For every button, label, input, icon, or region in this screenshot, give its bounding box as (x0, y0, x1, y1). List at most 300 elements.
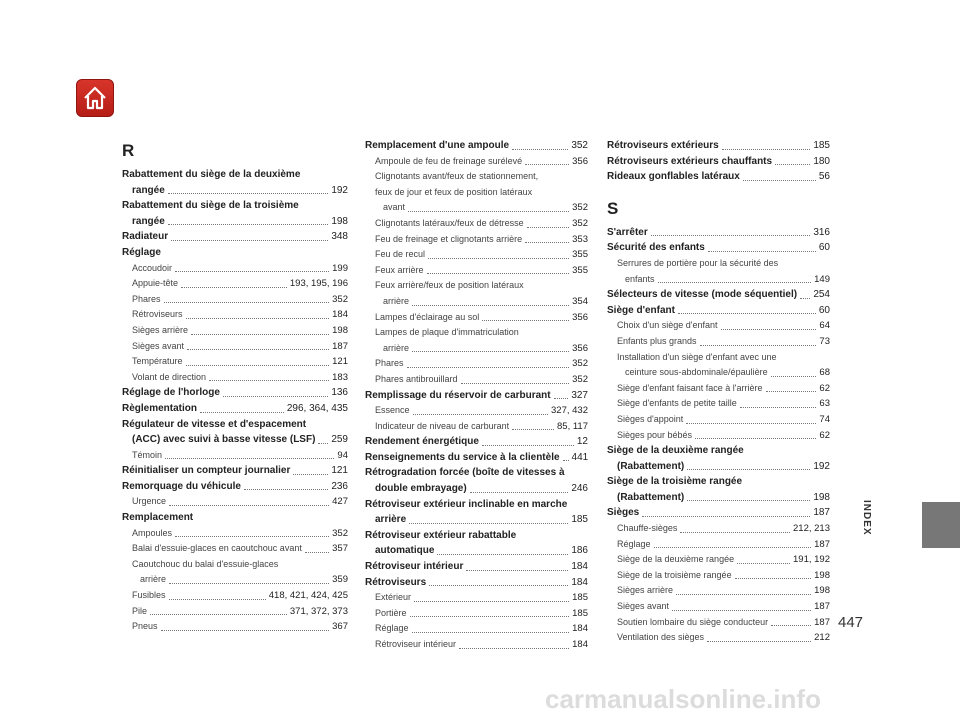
entry-page-link[interactable]: 356 (572, 155, 588, 167)
entry-label: Chauffe-sièges (617, 523, 678, 534)
dot-leader (525, 164, 569, 165)
watermark: carmanualsonline.info (545, 684, 821, 714)
entry-label: Réinitialiser un compteur journalier (122, 465, 291, 477)
index-subentry[interactable] (607, 272, 830, 288)
dot-leader (658, 282, 812, 283)
dot-leader (175, 271, 329, 272)
index-subentry[interactable] (607, 428, 830, 444)
entry-label: Remplacement d'une ampoule (365, 140, 510, 151)
entry-page-link[interactable]: 60 (818, 304, 830, 316)
dot-leader (164, 302, 330, 303)
entry-page-link[interactable]: 187 (814, 538, 830, 550)
index-heading-line: Siège de la troisième rangée (607, 476, 743, 488)
entry-page-link[interactable]: 259 (331, 434, 348, 446)
entry-label: Urgence (132, 496, 167, 507)
index-tab-label: INDEX (861, 500, 872, 536)
index-entry[interactable] (365, 388, 588, 404)
entry-page-link[interactable]: 193, 195, 196 (289, 278, 348, 290)
dot-leader (707, 641, 811, 642)
entry-label: arrière (383, 342, 410, 353)
dot-leader (771, 376, 817, 377)
entry-page-link[interactable]: 355 (572, 264, 588, 276)
index-entry[interactable] (365, 450, 588, 466)
entry-label: Accoudoir (132, 262, 173, 273)
entry-label: Témoin (132, 449, 163, 460)
index-subentry[interactable] (365, 200, 588, 216)
entry-page-link[interactable]: 296, 364, 435 (286, 402, 348, 414)
entry-label: enfants (625, 273, 655, 284)
dot-leader (695, 438, 816, 439)
index-entry[interactable] (607, 154, 830, 170)
dot-leader (800, 298, 810, 299)
index-subentry[interactable] (122, 276, 348, 292)
dot-leader (512, 149, 568, 150)
dot-leader (318, 443, 328, 444)
index-subentry[interactable] (365, 154, 588, 170)
index-entry[interactable] (122, 401, 348, 417)
entry-page-link[interactable]: 427 (332, 496, 348, 508)
index-subentry[interactable] (122, 604, 348, 620)
entry-label: Rétroviseurs extérieurs (607, 140, 719, 151)
entry-label: Rendement énergétique (365, 436, 479, 448)
dot-leader (169, 599, 266, 600)
entry-label: rangée (132, 184, 165, 196)
index-subentry[interactable] (122, 526, 348, 542)
dot-leader (244, 489, 328, 490)
entry-page-link[interactable]: 121 (332, 356, 348, 368)
index-subentry[interactable] (607, 537, 830, 553)
dot-leader (407, 367, 570, 368)
index-heading-line: Rabattement du siège de la deuxième (122, 169, 301, 180)
entry-page-link[interactable]: 187 (813, 507, 830, 519)
entry-page-link[interactable]: 353 (572, 233, 588, 245)
section-letter-r: R (122, 141, 135, 160)
entry-label: Phares (132, 293, 161, 304)
index-entry[interactable] (607, 240, 830, 256)
dot-leader (429, 585, 568, 586)
entry-page-link[interactable]: 198 (331, 215, 348, 227)
entry-page-link[interactable]: 74 (819, 413, 830, 425)
dot-leader (512, 429, 554, 430)
index-heading-line: Remplacement (122, 512, 194, 524)
dot-leader (150, 614, 287, 615)
entry-page-link[interactable]: 187 (332, 340, 348, 352)
dot-leader (412, 305, 569, 306)
dot-leader (482, 445, 574, 446)
entry-page-link[interactable]: 254 (813, 289, 830, 301)
dot-leader (740, 407, 817, 408)
entry-page-link[interactable]: 68 (819, 367, 830, 379)
index-subheading-line: Clignotants avant/feux de stationnement, (375, 171, 539, 182)
entry-label: Ventilation des sièges (617, 632, 705, 643)
entry-page-link[interactable]: 192 (331, 184, 348, 196)
index-subentry[interactable] (122, 572, 348, 588)
dot-leader (412, 632, 570, 633)
entry-page-link[interactable]: 352 (572, 358, 588, 370)
index-subentry[interactable] (607, 568, 830, 584)
entry-page-link[interactable]: 352 (572, 202, 588, 214)
entry-label: Phares antibrouillard (375, 373, 458, 384)
dot-leader (412, 351, 569, 352)
entry-page-link[interactable]: 354 (572, 295, 588, 307)
entry-label: Ampoules (132, 527, 173, 538)
dot-leader (408, 211, 569, 212)
entry-page-link[interactable]: 348 (331, 231, 348, 243)
index-subentry[interactable] (365, 621, 588, 637)
entry-label: Rétroviseur intérieur (375, 639, 457, 649)
entry-page-link[interactable]: 191, 192 (793, 554, 830, 566)
index-subentry[interactable] (607, 412, 830, 428)
entry-page-link[interactable]: 199 (332, 262, 348, 274)
dot-leader (305, 552, 329, 553)
entry-label: Enfants plus grands (617, 335, 697, 346)
index-subentry[interactable] (365, 216, 588, 232)
index-subentry[interactable] (607, 396, 830, 412)
entry-label: Rétroviseurs (132, 309, 183, 320)
index-heading-line: Rétrogradation forcée (boîte de vitesses à (365, 467, 565, 479)
index-heading-line: Rétroviseur extérieur rabattable (365, 529, 517, 541)
index-entry[interactable] (365, 434, 588, 450)
dot-leader (686, 423, 816, 424)
dot-leader (721, 329, 817, 330)
dot-leader (700, 345, 817, 346)
dot-leader (708, 251, 816, 252)
index-entry[interactable] (365, 575, 588, 591)
index-entry[interactable] (365, 138, 588, 154)
dot-leader (466, 570, 568, 571)
dot-leader (642, 516, 810, 517)
entry-page-link[interactable]: 185 (572, 592, 588, 604)
entry-page-link[interactable]: 371, 372, 373 (289, 605, 348, 617)
entry-label: Balai d'essuie-glaces en caoutchouc avant (132, 543, 302, 554)
entry-page-link[interactable]: 56 (818, 171, 830, 183)
dot-leader (181, 287, 287, 288)
entry-label: Portière (375, 607, 407, 618)
entry-label: Sélecteurs de vitesse (mode séquentiel) (607, 289, 798, 301)
index-heading-line: Rabattement du siège de la troisième (122, 200, 299, 212)
entry-page-link[interactable]: 180 (813, 155, 830, 167)
entry-label: rangée (132, 215, 165, 227)
index-subentry[interactable] (365, 637, 588, 653)
entry-label: Siège de la deuxième rangée (617, 554, 735, 565)
dot-leader (563, 460, 569, 461)
entry-label: double embrayage) (375, 483, 467, 495)
entry-label: Radiateur (122, 231, 169, 243)
dot-leader (187, 349, 329, 350)
index-subentry[interactable] (122, 541, 348, 557)
index-entry[interactable] (607, 490, 830, 506)
dot-leader (672, 610, 811, 611)
dot-leader (722, 149, 811, 150)
index-subentry[interactable] (365, 403, 588, 419)
dot-leader (293, 474, 328, 475)
dot-leader (482, 320, 569, 321)
dot-leader (459, 648, 569, 649)
entry-label: Sièges d'appoint (617, 413, 684, 424)
dot-leader (461, 383, 570, 384)
index-entry[interactable] (607, 303, 830, 319)
entry-label: Réglage (617, 538, 651, 549)
dot-leader (186, 365, 330, 366)
dot-leader (737, 563, 790, 564)
entry-page-link[interactable]: 212 (814, 632, 830, 644)
index-subentry[interactable] (365, 263, 588, 279)
entry-page-link[interactable]: 356 (572, 342, 588, 354)
index-heading-line: Siège de la deuxième rangée (607, 445, 744, 457)
index-entry[interactable] (122, 214, 348, 230)
entry-page-link[interactable]: 357 (332, 543, 348, 555)
dot-leader (209, 380, 329, 381)
dot-leader (680, 532, 790, 533)
index-subentry[interactable] (607, 365, 830, 381)
index-subentry[interactable] (122, 494, 348, 510)
index-entry[interactable] (607, 287, 830, 303)
entry-page-link[interactable]: 85, 117 (557, 420, 588, 432)
index-subentry[interactable] (365, 590, 588, 606)
index-subentry[interactable] (365, 294, 588, 310)
index-entry[interactable] (122, 432, 348, 448)
dot-leader (527, 227, 570, 228)
index-subentry[interactable] (122, 370, 348, 386)
entry-label: Rétroviseurs extérieurs chauffants (607, 155, 773, 167)
entry-label: Remorquage du véhicule (122, 480, 241, 492)
entry-label: Sièges avant (132, 340, 185, 351)
page-number: 447 (838, 614, 864, 631)
dot-leader (413, 414, 548, 415)
index-subentry[interactable] (607, 552, 830, 568)
dot-leader (169, 505, 329, 506)
entry-page-link[interactable]: 12 (576, 436, 588, 448)
entry-page-link[interactable]: 184 (332, 309, 348, 321)
entry-page-link[interactable]: 64 (819, 320, 830, 332)
entry-label: (Rabattement) (617, 460, 685, 472)
entry-page-link[interactable]: 352 (572, 217, 588, 229)
dot-leader (168, 224, 329, 225)
entry-label: Volant de direction (132, 371, 207, 382)
entry-page-link[interactable]: 327 (571, 389, 588, 401)
section-letter-s: S (607, 198, 619, 218)
index-subentry[interactable] (365, 232, 588, 248)
index-subentry[interactable] (607, 381, 830, 397)
index-subentry[interactable] (365, 419, 588, 435)
dot-leader (200, 412, 284, 413)
entry-page-link[interactable]: 184 (572, 639, 588, 650)
entry-label: Pneus (132, 621, 158, 632)
entry-label: Sièges arrière (132, 324, 189, 335)
entry-label: ceinture sous-abdominale/épaulière (625, 367, 768, 378)
entry-label: Réglage de l'horloge (122, 387, 220, 399)
index-subentry[interactable] (122, 619, 348, 635)
index-entry[interactable] (365, 559, 588, 575)
entry-label: Sièges arrière (617, 585, 674, 596)
index-subentry[interactable] (365, 247, 588, 263)
entry-page-link[interactable]: 187 (814, 601, 830, 613)
dot-leader (175, 536, 329, 537)
entry-page-link[interactable]: 198 (814, 569, 830, 581)
entry-label: Rideaux gonflables latéraux (607, 171, 740, 183)
entry-page-link[interactable]: 63 (819, 398, 830, 410)
index-subheading-line: Serrures de portière pour la sécurité des (617, 257, 779, 268)
entry-label: Pile (132, 605, 148, 616)
index-subentry[interactable] (607, 599, 830, 615)
entry-page-link[interactable]: 212, 213 (793, 523, 830, 535)
index-subentry[interactable] (365, 341, 588, 357)
entry-label: Siège de la troisième rangée (617, 569, 732, 580)
entry-label: Appuie-tête (132, 278, 179, 289)
dot-leader (470, 492, 569, 493)
dot-leader (687, 469, 810, 470)
entry-page-link[interactable]: 352 (572, 373, 588, 385)
dot-leader (168, 193, 329, 194)
entry-label: Feux arrière (375, 264, 424, 275)
entry-page-link[interactable]: 185 (813, 140, 830, 151)
entry-page-link[interactable]: 62 (819, 382, 830, 394)
entry-label: arrière (383, 295, 410, 306)
entry-page-link[interactable]: 198 (332, 324, 348, 336)
entry-label: (Rabattement) (617, 491, 685, 503)
index-subentry[interactable] (122, 261, 348, 277)
index-entry[interactable] (365, 481, 588, 497)
index-subentry[interactable] (122, 448, 348, 464)
index-subentry[interactable] (122, 339, 348, 355)
entry-page-link[interactable]: 73 (819, 335, 830, 347)
entry-page-link[interactable]: 192 (813, 460, 830, 472)
entry-page-link[interactable]: 352 (571, 140, 588, 151)
dot-leader (554, 398, 569, 399)
entry-page-link[interactable]: 184 (571, 576, 588, 588)
entry-label: Indicateur de niveau de carburant (375, 420, 510, 431)
entry-page-link[interactable]: 184 (571, 561, 588, 573)
entry-page-link[interactable]: 352 (332, 527, 348, 539)
entry-label: Règlementation (122, 402, 198, 414)
entry-page-link[interactable]: 149 (814, 273, 830, 285)
entry-page-link[interactable]: 121 (331, 465, 348, 477)
dot-leader (410, 616, 570, 617)
index-entry[interactable] (122, 229, 348, 245)
entry-page-link[interactable]: 187 (814, 616, 830, 628)
entry-page-link[interactable]: 185 (571, 514, 588, 526)
entry-page-link[interactable]: 198 (813, 491, 830, 503)
index-entry[interactable] (607, 225, 830, 241)
index-side-tab[interactable] (922, 502, 960, 548)
index-heading-line: Régulateur de vitesse et d'espacement (122, 418, 307, 430)
dot-leader (409, 523, 568, 524)
index-entry[interactable] (122, 463, 348, 479)
index-entry[interactable] (122, 479, 348, 495)
entry-label: Siège d'enfant (607, 304, 675, 316)
index-entry[interactable] (607, 505, 830, 521)
entry-label: Essence (375, 405, 410, 416)
dot-leader (186, 318, 330, 319)
dot-leader (165, 458, 334, 459)
index-entry[interactable] (607, 459, 830, 475)
dot-leader (525, 242, 569, 243)
index-subentry[interactable] (607, 334, 830, 350)
index-subentry[interactable] (122, 307, 348, 323)
index-subentry[interactable] (607, 630, 830, 646)
index-subheading-line: Lampes de plaque d'immatriculation (375, 327, 519, 338)
index-entry[interactable] (607, 138, 830, 154)
entry-label: Rétroviseurs (365, 576, 427, 588)
entry-label: Phares (375, 358, 404, 369)
entry-label: Température (132, 356, 183, 367)
entry-page-link[interactable]: 355 (572, 249, 588, 261)
index-entry[interactable] (122, 183, 348, 199)
entry-page-link[interactable]: 198 (814, 585, 830, 597)
entry-label: Feu de freinage et clignotants arrière (375, 233, 523, 244)
entry-label: Renseignements du service à la clientèle (365, 451, 560, 463)
entry-label: Fusibles (132, 590, 166, 601)
entry-label: avant (383, 202, 406, 213)
index-subentry[interactable] (122, 292, 348, 308)
index-heading-line: Rétroviseur extérieur inclinable en marche (365, 498, 568, 510)
index-subentry[interactable] (365, 310, 588, 326)
entry-page-link[interactable]: 236 (331, 480, 348, 492)
index-entry[interactable] (365, 512, 588, 528)
entry-page-link[interactable]: 367 (332, 621, 348, 633)
dot-leader (171, 240, 328, 241)
entry-page-link[interactable]: 246 (571, 483, 588, 495)
entry-page-link[interactable]: 62 (819, 429, 830, 441)
entry-page-link[interactable]: 316 (813, 226, 830, 238)
entry-page-link[interactable]: 327, 432 (551, 405, 588, 417)
entry-label: Extérieur (375, 592, 412, 603)
index-subentry[interactable] (122, 588, 348, 604)
entry-page-link[interactable]: 185 (572, 607, 588, 619)
entry-page-link[interactable]: 136 (331, 387, 348, 399)
dot-leader (427, 273, 570, 274)
entry-page-link[interactable]: 356 (572, 311, 588, 323)
index-subentry[interactable] (365, 356, 588, 372)
index-entry[interactable] (607, 169, 830, 185)
entry-label: Sièges pour bébés (617, 429, 693, 440)
entry-label: Réglage (375, 623, 409, 634)
entry-label: (ACC) avec suivi à basse vitesse (LSF) (132, 434, 316, 446)
index-subentry[interactable] (122, 323, 348, 339)
index-subentry[interactable] (607, 318, 830, 334)
entry-page-link[interactable]: 418, 421, 424, 425 (268, 590, 348, 602)
index-subheading-line: Feux arrière/feux de position latéraux (375, 280, 524, 291)
dot-leader (743, 180, 816, 181)
index-subentry[interactable] (607, 583, 830, 599)
index-subheading-line: Caoutchouc du balai d'essuie-glaces (132, 558, 279, 569)
entry-label: Sièges avant (617, 601, 670, 612)
index-subentry[interactable] (607, 615, 830, 631)
index-subentry[interactable] (607, 521, 830, 537)
index-subentry[interactable] (122, 354, 348, 370)
entry-page-link[interactable]: 183 (332, 371, 348, 383)
entry-page-link[interactable]: 186 (571, 545, 588, 557)
entry-page-link[interactable]: 441 (571, 451, 589, 463)
index-entry[interactable] (365, 543, 588, 559)
entry-page-link[interactable]: 94 (337, 449, 348, 461)
entry-label: Ampoule de feu de freinage surélevé (375, 155, 523, 166)
dot-leader (654, 547, 812, 548)
entry-page-link[interactable]: 184 (572, 623, 588, 635)
dot-leader (437, 554, 568, 555)
entry-page-link[interactable]: 352 (332, 293, 348, 305)
entry-page-link[interactable]: 359 (332, 574, 348, 586)
index-subentry[interactable] (365, 606, 588, 622)
dot-leader (428, 258, 569, 259)
index-column-2 (365, 138, 588, 653)
index-subentry[interactable] (365, 372, 588, 388)
entry-page-link[interactable]: 60 (818, 242, 830, 254)
entry-label: Feu de recul (375, 249, 426, 260)
home-button[interactable] (76, 79, 114, 117)
index-entry[interactable] (122, 385, 348, 401)
dot-leader (414, 601, 569, 602)
